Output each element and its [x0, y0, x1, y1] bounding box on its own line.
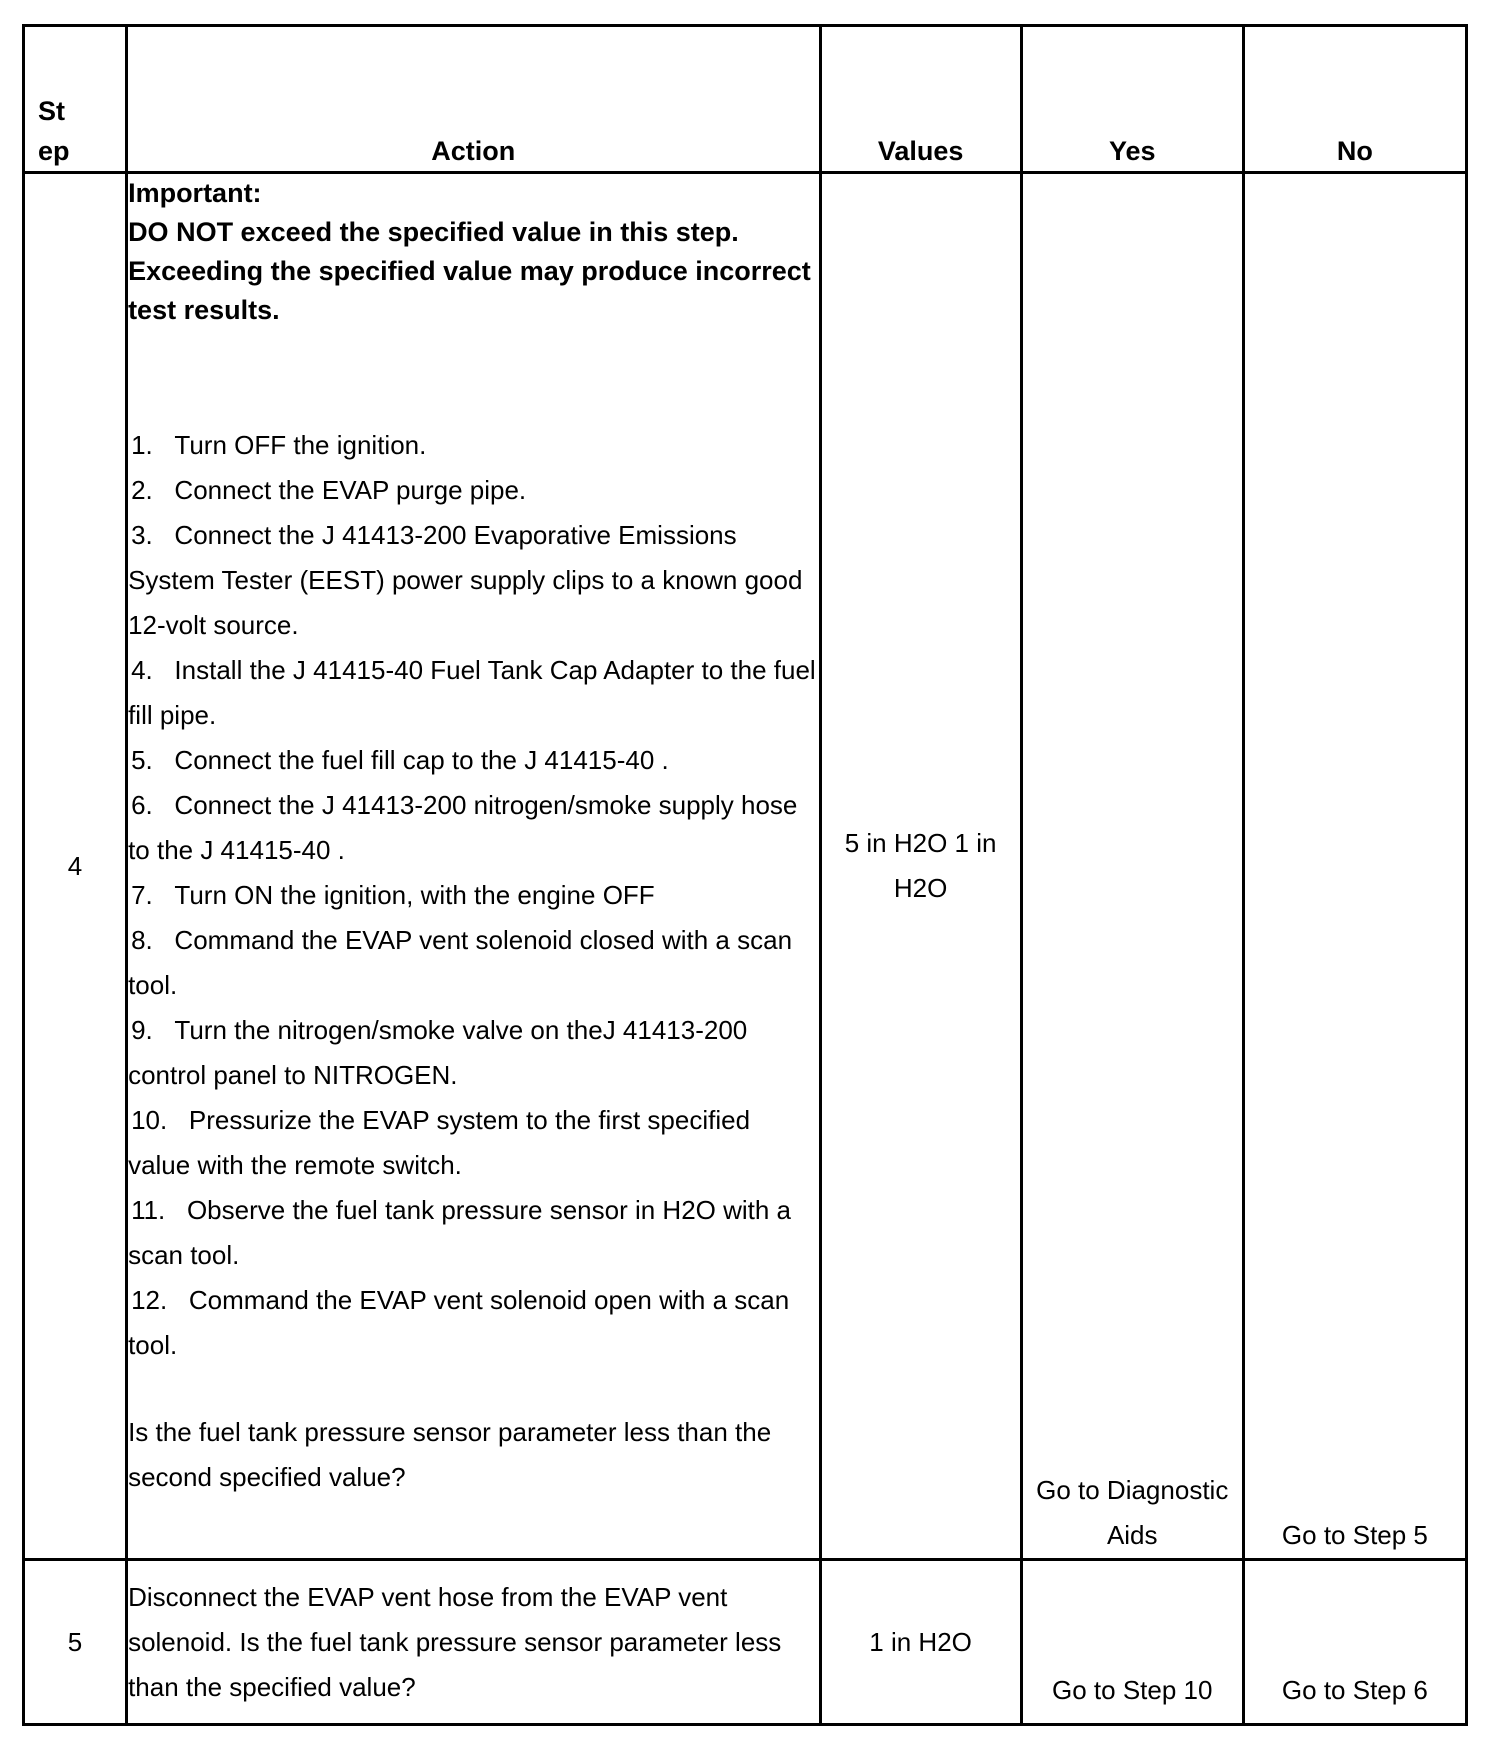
table-header	[24, 26, 1467, 173]
no-cell: Go to Step 6	[1243, 1560, 1466, 1725]
procedure-steps	[128, 423, 818, 1368]
no-cell: Go to Step 5	[1243, 173, 1466, 1560]
list-item: 6. Connect the J 41413-200 nitrogen/smoke supply hose to the J 41415-40 .	[128, 790, 798, 865]
list-item: 8. Command the EVAP vent solenoid closed with a scan tool.	[128, 925, 793, 1000]
yes-cell: Go to Step 10	[1021, 1560, 1243, 1725]
values-cell: 1 in H2O	[820, 1560, 1021, 1725]
step-number: 5	[24, 1560, 127, 1725]
header-step-line1: St	[38, 96, 65, 126]
list-item: 5. Connect the fuel fill cap to the J 41415-40 .	[131, 745, 669, 775]
table-row-step-4	[24, 173, 1467, 1560]
important-note	[128, 174, 818, 330]
header-row	[24, 26, 1467, 173]
list-item: 3. Connect the J 41413-200 Evaporative Emissions System Tester (EEST) power supply clips to a known good 12-volt source.	[128, 520, 803, 640]
list-item: 11. Observe the fuel tank pressure sensor in H2O with a scan tool.	[128, 1195, 792, 1270]
list-item: 7. Turn ON the ignition, with the engine OFF	[131, 880, 655, 910]
diagnostic-table	[22, 24, 1468, 1726]
list-item: 12. Command the EVAP vent solenoid open with a scan tool.	[128, 1285, 790, 1360]
header-step-line2: ep	[38, 136, 70, 166]
action-cell	[127, 173, 820, 1560]
list-item: 9. Turn the nitrogen/smoke valve on theJ 41413-200 control panel to NITROGEN.	[128, 1015, 748, 1090]
header-yes: Yes	[1021, 26, 1243, 173]
header-values: Values	[820, 26, 1021, 173]
question-text: Is the fuel tank pressure sensor parameter less than the second specified value?	[128, 1417, 772, 1492]
header-no: No	[1243, 26, 1466, 173]
important-text: DO NOT exceed the specified value in this step. Exceeding the specified value may produce incorrect test results.	[128, 217, 811, 325]
important-label: Important:	[128, 178, 262, 208]
action-cell: Disconnect the EVAP vent hose from the EVAP vent solenoid. Is the fuel tank pressure sensor parameter less than the specified value?	[127, 1560, 820, 1725]
list-item: 1. Turn OFF the ignition.	[131, 430, 427, 460]
step-number: 4	[24, 173, 127, 1560]
header-step	[24, 26, 127, 173]
list-item: 10. Pressurize the EVAP system to the first specified value with the remote switch.	[128, 1105, 751, 1180]
list-item: 2. Connect the EVAP purge pipe.	[131, 475, 527, 505]
list-item: 4. Install the J 41415-40 Fuel Tank Cap Adapter to the fuel fill pipe.	[128, 655, 816, 730]
values-cell: 5 in H2O 1 in H2O	[820, 173, 1021, 1560]
header-action: Action	[127, 26, 820, 173]
table-row-step-5	[24, 1560, 1467, 1725]
yes-cell: Go to Diagnostic Aids	[1021, 173, 1243, 1560]
